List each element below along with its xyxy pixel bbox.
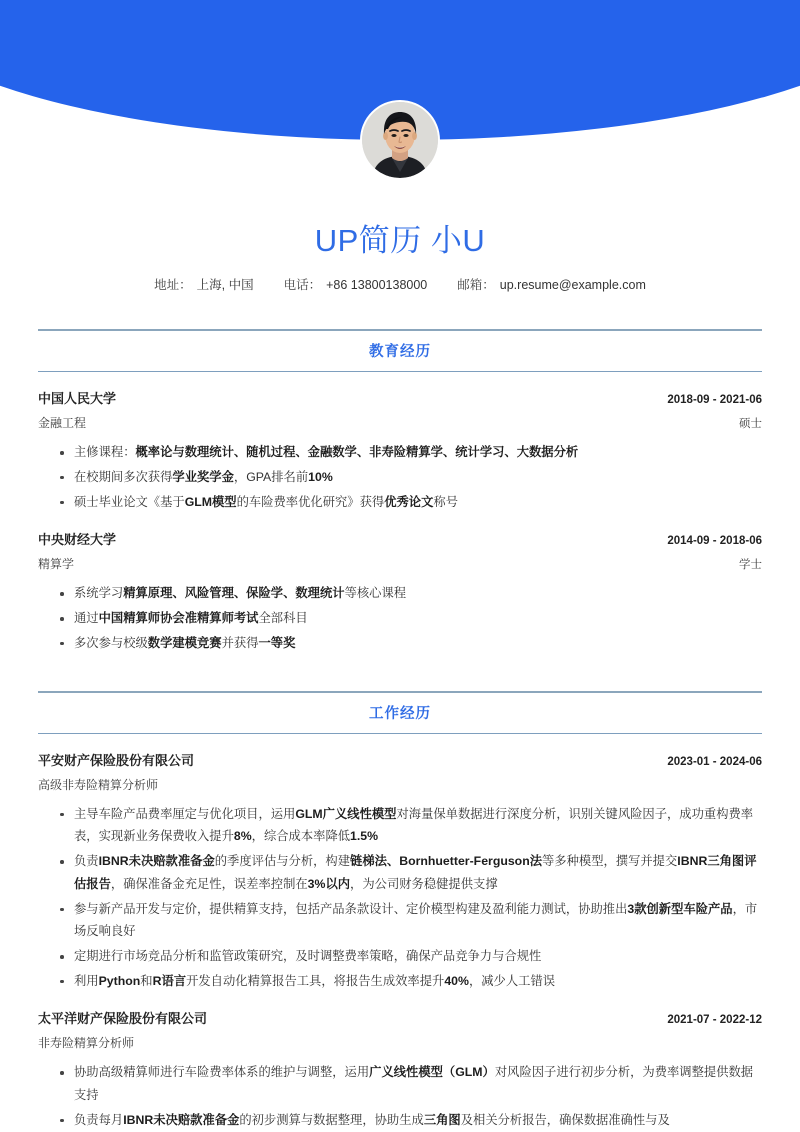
- bullet-item: [60, 582, 762, 605]
- entry-major-or-role: 精算学: [38, 557, 75, 572]
- bullet-text: 主修课程：: [74, 445, 136, 460]
- bullet-emphasis: 40%: [444, 973, 469, 988]
- entry-date-range: 2023-01 - 2024-06: [667, 755, 762, 768]
- bullet-emphasis: 优秀论文: [384, 494, 434, 509]
- bullet-emphasis: 8%: [233, 829, 252, 844]
- bullet-emphasis: 中国精算师协会准精算师考试: [98, 611, 259, 626]
- entry-sub-row: [38, 414, 762, 431]
- entry-date-range: 2021-07 - 2022-12: [667, 1014, 762, 1027]
- entry-top-row: [38, 529, 762, 548]
- entry-degree: 学士: [739, 559, 762, 572]
- entry-date-range: 2018-09 - 2021-06: [667, 394, 762, 407]
- avatar: [362, 102, 438, 178]
- bullet-item: [60, 466, 762, 489]
- bullet-list: [38, 441, 762, 513]
- entry-organization: 平安财产保险股份有限公司: [38, 752, 195, 768]
- contact-address-label: 地址：: [154, 278, 192, 293]
- bullet-item: [60, 803, 762, 848]
- entry: [38, 529, 762, 654]
- bullet-text: 全部科目: [258, 611, 308, 626]
- bullet-emphasis: 概率论与数理统计、随机过程、金融数学、非寿险精算学、统计学习、大数据分析: [135, 445, 579, 460]
- bullet-text: 和: [140, 973, 153, 988]
- entry-top-row: [38, 750, 762, 769]
- contact-address-value: 上海, 中国: [196, 278, 254, 293]
- section-work: [38, 691, 762, 1132]
- entry-top-row: [38, 388, 762, 407]
- contact-phone: [284, 275, 428, 293]
- bullet-text: 并获得: [221, 635, 259, 650]
- header-banner: [0, 0, 800, 200]
- bullet-text: 等核心课程: [344, 586, 407, 601]
- bullet-emphasis: IBNR未决赔款准备金: [123, 1112, 240, 1127]
- portrait-photo-icon: [362, 102, 438, 178]
- bullet-text: ，GPA排名前: [233, 469, 309, 484]
- contact-email-value: up.resume@example.com: [499, 278, 646, 293]
- bullet-text: 及相关分析报告，确保数据准确性与及: [460, 1112, 670, 1127]
- bullet-emphasis: IBNR三角图评估报告: [74, 854, 757, 891]
- section-title: 工作经历: [369, 705, 431, 722]
- bullet-item: [60, 441, 762, 464]
- entry: [38, 750, 762, 993]
- bullet-text: 利用: [74, 973, 99, 988]
- bullet-text: 开发自动化精算报告工具，将报告生成效率提升: [186, 973, 445, 988]
- bullet-emphasis: 3款创新型车险产品: [627, 901, 733, 916]
- bullet-item: [60, 607, 762, 630]
- bullet-text: 对海量保单数据进行深度分析，识别关键风险因子，成功重构费率表，实现新业务保费收入提升: [74, 806, 754, 844]
- bullet-text: ，为公司财务稳健提供支撑: [350, 876, 498, 891]
- bullet-item: [60, 898, 762, 943]
- bullet-emphasis: IBNR未决赔款准备金: [98, 854, 215, 869]
- bullet-item: [60, 1061, 762, 1106]
- bullet-emphasis: 精算原理、风险管理、保险学、数理统计: [123, 586, 345, 601]
- bullet-text: 称号: [433, 494, 458, 509]
- entry-organization: 太平洋财产保险股份有限公司: [38, 1011, 208, 1027]
- bullet-text: 等多种模型，撰写并提交: [542, 854, 678, 869]
- bullet-text: 负责: [74, 854, 99, 869]
- page-title: UP简历 小U: [314, 223, 486, 258]
- bullet-emphasis: 数学建模竞赛: [147, 635, 222, 650]
- bullet-text: 参与新产品开发与定价，提供精算支持，包括产品条款设计、定价模型构建及盈利能力测试，协助推出: [74, 901, 628, 916]
- contact-row: [0, 275, 800, 293]
- entry-sub-row: [38, 776, 762, 793]
- bullet-text: 的车险费率优化研究》获得: [236, 494, 385, 509]
- entry-sub-row: [38, 555, 762, 572]
- bullet-emphasis: GLM模型: [184, 494, 237, 509]
- bullet-text: 通过: [74, 611, 99, 626]
- bullet-text: 系统学习: [74, 586, 124, 601]
- entry-degree: 硕士: [739, 418, 762, 431]
- section-header-education: [38, 329, 762, 372]
- bullet-emphasis: Python: [98, 973, 141, 988]
- bullet-text: ，市场反响良好: [74, 901, 758, 939]
- contact-phone-value: +86 13800138000: [326, 278, 428, 293]
- entry-major-or-role: 非寿险精算分析师: [38, 1036, 135, 1051]
- entry-major-or-role: 高级非寿险精算分析师: [38, 777, 159, 792]
- bullet-text: 硕士毕业论文《基于: [74, 494, 185, 509]
- bullet-emphasis: 一等奖: [258, 635, 296, 650]
- bullet-emphasis: 10%: [308, 469, 333, 484]
- contact-phone-label: 电话：: [283, 278, 322, 293]
- bullet-text: 对风险因子进行初步分析，为费率调整提供数据支持: [74, 1065, 754, 1103]
- bullet-emphasis: GLM广义线性模型: [295, 806, 397, 821]
- contact-email-label: 邮箱：: [457, 278, 495, 293]
- bullet-text: 主导车险产品费率厘定与优化项目，运用: [74, 806, 296, 821]
- bullet-emphasis: 三角图: [423, 1112, 461, 1127]
- contact-email: [457, 275, 646, 293]
- bullet-list: [38, 1061, 762, 1131]
- bullet-text: 负责每月: [74, 1112, 124, 1127]
- bullet-item: [60, 1109, 762, 1132]
- entry: [38, 388, 762, 513]
- bullet-text: 在校期间多次获得: [74, 469, 173, 484]
- section-education: [38, 329, 762, 654]
- entry-top-row: [38, 1008, 762, 1027]
- bullet-text: 的初步测算与数据整理，协助生成: [239, 1112, 424, 1127]
- bullet-text: ，减少人工错误: [468, 973, 556, 988]
- bullet-text: ，综合成本率降低: [251, 829, 351, 844]
- entry-major-or-role: 金融工程: [38, 416, 87, 431]
- entry-date-range: 2014-09 - 2018-06: [667, 535, 762, 548]
- entry: [38, 1008, 762, 1131]
- bullet-emphasis: 学业奖学金: [172, 469, 234, 484]
- bullet-emphasis: 广义线性模型（GLM）: [369, 1065, 495, 1080]
- bullet-item: [60, 970, 762, 993]
- bullet-item: [60, 945, 762, 968]
- bullet-text: 定期进行市场竞品分析和监管政策研究，及时调整费率策略，确保产品竞争力与合规性: [74, 949, 542, 963]
- bullet-emphasis: R语言: [152, 973, 187, 988]
- bullet-emphasis: 3%以内: [307, 876, 351, 891]
- bullet-text: 多次参与校级: [74, 635, 148, 650]
- section-title: 教育经历: [369, 344, 431, 361]
- contact-address: [154, 275, 253, 293]
- bullet-item: [60, 632, 762, 655]
- entry-organization: 中央财经大学: [38, 532, 117, 548]
- bullet-list: [38, 582, 762, 654]
- bullet-item: [60, 850, 762, 895]
- bullet-item: [60, 491, 762, 514]
- entry-sub-row: [38, 1034, 762, 1051]
- section-header-work: [38, 691, 762, 734]
- bullet-emphasis: 1.5%: [350, 829, 379, 844]
- bullet-text: 协助高级精算师进行车险费率体系的维护与调整，运用: [74, 1065, 370, 1080]
- bullet-list: [38, 803, 762, 993]
- resume-body: [0, 329, 800, 1131]
- bullet-text: ，确保准备金充足性，误差率控制在: [110, 876, 308, 891]
- bullet-emphasis: 链梯法、Bornhuetter-Ferguson法: [350, 854, 542, 869]
- bullet-text: 的季度评估与分析，构建: [214, 854, 351, 869]
- entry-organization: 中国人民大学: [38, 391, 117, 407]
